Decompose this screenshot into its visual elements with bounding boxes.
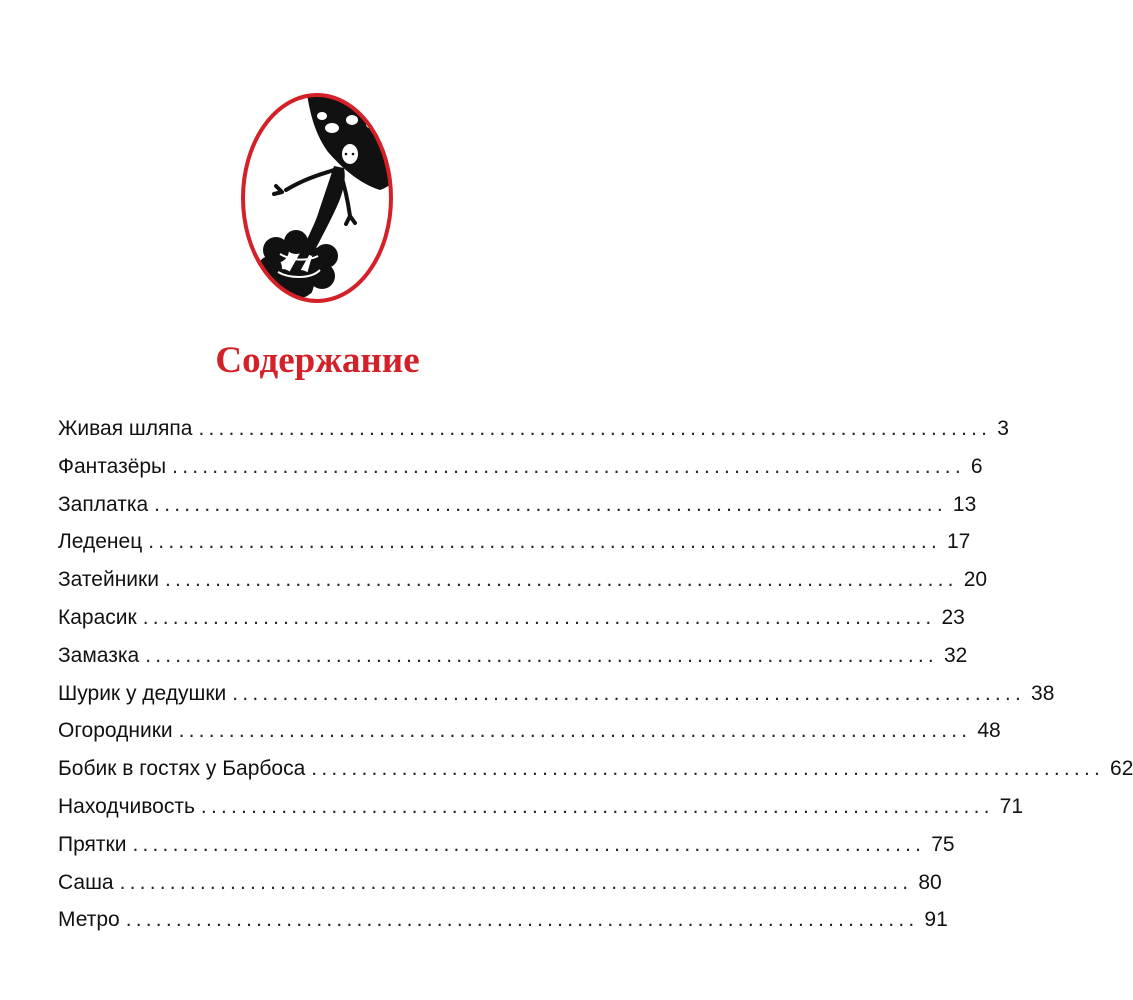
toc-entry-page-number: 75 (931, 832, 955, 856)
toc-entry-title: Бобик в гостях у Барбоса (58, 757, 306, 781)
toc-entry[interactable] (58, 864, 942, 902)
toc-entry-page-number: 38 (1031, 681, 1055, 705)
toc-dot-leader: ............................................................................... (142, 605, 936, 629)
toc-entry[interactable] (58, 410, 1009, 448)
toc-entry-page-number: 32 (943, 643, 968, 667)
toc-entry-title: Заплатка (58, 492, 149, 516)
toc-entry[interactable] (58, 750, 1133, 788)
toc-entry[interactable] (58, 826, 955, 864)
toc-entry-title: Живая шляпа (58, 417, 193, 440)
toc-entry[interactable] (58, 901, 948, 939)
toc-entry-page-number: 3 (997, 417, 1009, 440)
toc-entry[interactable] (58, 788, 1024, 826)
toc-dot-leader: ............................................................................... (200, 794, 994, 818)
oval-vignette-illustration (240, 92, 394, 304)
toc-entry-page-number: 62 (1110, 757, 1133, 781)
toc-entry-page-number: 23 (941, 605, 965, 629)
toc-dot-leader: ............................................................................... (198, 417, 992, 440)
toc-entry-page-number: 13 (952, 492, 977, 516)
toc-dot-leader: ............................................................................... (311, 757, 1105, 781)
toc-dot-leader: ............................................................................... (164, 568, 958, 592)
toc-entry-title: Шурик у дедушки (58, 681, 227, 705)
toc-entry[interactable] (58, 637, 968, 675)
toc-entry[interactable] (58, 523, 971, 561)
vignette-drawing (258, 86, 410, 298)
toc-entry-title: Находчивость (58, 794, 195, 818)
toc-dot-leader: ............................................................................... (154, 492, 947, 516)
toc-entry[interactable] (58, 486, 977, 524)
table-of-contents (58, 410, 1133, 939)
toc-entry-title: Затейники (58, 568, 159, 592)
toc-entry-page-number: 91 (924, 908, 948, 932)
toc-entry[interactable] (58, 712, 1001, 750)
toc-entry[interactable] (58, 561, 988, 599)
toc-entry-title: Огородники (58, 719, 173, 743)
toc-entry-page-number: 20 (963, 568, 988, 592)
toc-entry[interactable] (58, 599, 965, 637)
toc-dot-leader: ............................................................................... (178, 719, 972, 743)
toc-entry-page-number: 6 (970, 454, 983, 478)
toc-entry-title: Карасик (58, 605, 137, 629)
toc-entry[interactable] (58, 448, 983, 486)
toc-entry-page-number: 17 (946, 530, 971, 554)
toc-entry-page-number: 71 (999, 794, 1024, 818)
toc-entry-title: Саша (58, 870, 114, 894)
toc-dot-leader: ............................................................................... (145, 643, 938, 667)
toc-dot-leader: ............................................................................... (148, 530, 941, 554)
toc-entry-page-number: 48 (977, 719, 1001, 743)
toc-entry-title: Фантазёры (58, 454, 167, 478)
toc-dot-leader: ............................................................................... (232, 681, 1026, 705)
toc-entry-title: Замазка (58, 643, 140, 667)
toc-entry-title: Леденец (58, 530, 143, 554)
toc-dot-leader: ............................................................................... (132, 832, 926, 856)
toc-dot-leader: ............................................................................... (119, 870, 913, 894)
toc-entry-page-number: 80 (918, 870, 942, 894)
contents-heading: Содержание (215, 340, 420, 381)
toc-dot-leader: ............................................................................... (125, 908, 919, 932)
toc-entry-title: Метро (58, 908, 120, 932)
toc-entry-title: Прятки (58, 832, 127, 856)
toc-dot-leader: ............................................................................... (172, 454, 965, 478)
toc-entry[interactable] (58, 675, 1055, 713)
